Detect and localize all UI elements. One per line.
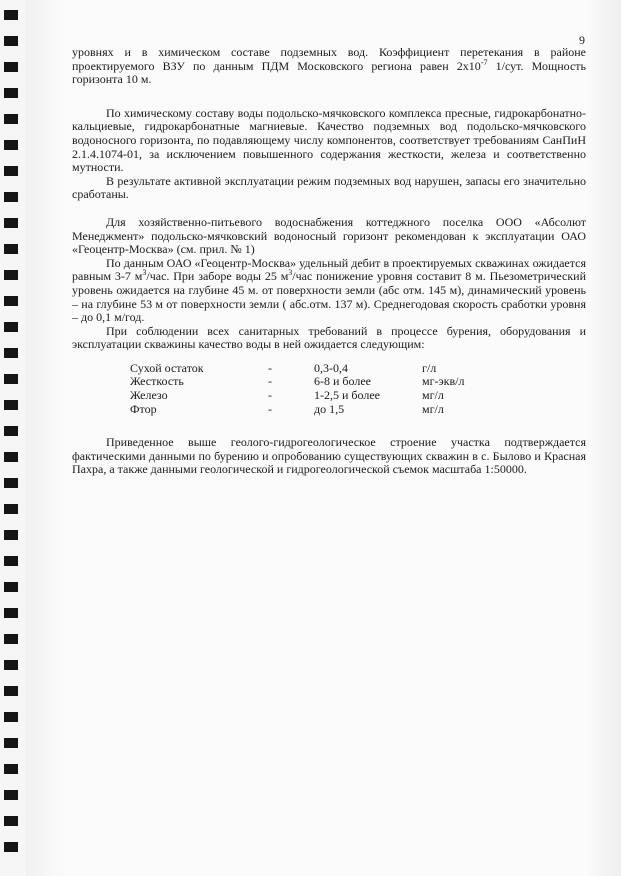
table-row	[130, 389, 522, 403]
param-value: 0,3-0,4	[314, 360, 348, 375]
table-row	[130, 375, 522, 389]
param-unit: мг/л	[422, 401, 444, 416]
binding-hole	[4, 660, 18, 670]
paragraph-exploitation: В результате активной эксплуатации режим подземных вод нарушен, запасы его значительно сработаны.	[72, 173, 586, 202]
binding-hole	[4, 62, 18, 72]
param-value: 1-2,5 и более	[314, 388, 381, 403]
param-unit: г/л	[422, 360, 437, 375]
binding-spine	[0, 0, 26, 876]
superscript: 3	[288, 268, 293, 278]
paragraph-chemistry: По химическому составу воды подольско-мячковского комплекса пресные, гидрокарбонатно-кальциевые, гидрокарбонатные магниевые. Качество подземных вод подольско-мячковского водоносного горизонта, по подавляющему числу компонентов, соответствует требованиям СанПиН 2.1.4.1074-01, за исключением повышенного содержания жесткости, железа и соответственно мутности.	[72, 105, 586, 175]
binding-hole	[4, 114, 18, 124]
binding-hole	[4, 88, 18, 98]
binding-hole	[4, 36, 18, 46]
page-number: 9	[579, 33, 585, 47]
binding-hole	[4, 296, 18, 306]
param-dash: -	[268, 374, 272, 389]
document-body	[72, 46, 586, 477]
param-value: 6-8 и более	[314, 374, 372, 389]
binding-hole	[4, 816, 18, 826]
paragraph-quality-intro: При соблюдении всех санитарных требований в процессе бурения, оборудования и эксплуатации скважины качество воды в ней ожидается следующим:	[72, 323, 586, 352]
param-unit: мг-экв/л	[422, 374, 465, 389]
param-value: до 1,5	[314, 401, 345, 416]
binding-hole	[4, 504, 18, 514]
binding-hole	[4, 452, 18, 462]
binding-hole	[4, 530, 18, 540]
binding-hole	[4, 374, 18, 384]
binding-hole	[4, 556, 18, 566]
binding-hole	[4, 842, 18, 852]
param-dash: -	[268, 401, 272, 416]
paragraph-conclusion: Приведенное выше геолого-гидрогеологическое строение участка подтверждается фактическими данными по бурению и опробованию существующих скважин в с. Былово и Красная Пахра, а также данными геологической и гидрогеологической съемок масштаба 1:50000.	[72, 435, 586, 477]
paragraph-text: уровнях и в химическом составе подземных вод. Коэффициент перетекания в районе проектируемого ВЗУ по данным ПДМ Московского региона равен 2х10	[72, 45, 586, 73]
binding-hole	[4, 738, 18, 748]
binding-hole	[4, 790, 18, 800]
binding-hole	[4, 218, 18, 228]
binding-hole	[4, 400, 18, 410]
binding-hole	[4, 686, 18, 696]
paragraph-intro	[72, 46, 586, 87]
binding-hole	[4, 322, 18, 332]
binding-hole	[4, 582, 18, 592]
superscript: 3	[142, 268, 147, 278]
binding-hole	[4, 426, 18, 436]
binding-hole	[4, 764, 18, 774]
param-unit: мг/л	[422, 388, 444, 403]
param-name: Железо	[130, 388, 168, 403]
table-row	[130, 403, 522, 417]
binding-hole	[4, 244, 18, 254]
param-name: Фтор	[130, 401, 157, 416]
paragraph-text: По данным ОАО «Геоцентр-Москва» удельный дебит в проектируемых скважинах ожидается равным 3-7 м	[72, 255, 586, 284]
paragraph-water-supply: Для хозяйственно-питьевого водоснабжения коттеджного поселка ООО «Абсолют Менеджмент» подольско-мячковский водоносный горизонт рекомендован к эксплуатации ОАО «Геоцентр-Москва» (см. прил. № 1)	[72, 214, 586, 257]
binding-hole	[4, 140, 18, 150]
binding-hole	[4, 348, 18, 358]
binding-hole	[4, 166, 18, 176]
paragraph-text: 1/сут. Мощность горизонта 10 м.	[72, 58, 586, 87]
binding-hole	[4, 192, 18, 202]
binding-hole	[4, 634, 18, 644]
binding-hole	[4, 608, 18, 618]
binding-hole	[4, 10, 18, 20]
param-dash: -	[268, 360, 272, 375]
binding-hole	[4, 712, 18, 722]
paragraph-text: /час понижение уровня составит 8 м. Пьезометрический уровень ожидается на глубине 45 м. от поверхности земли (абс отм. 145 м), динамический уровень – на глубине 53 м от поверхности земли ( абс.отм. 137 м). Среднегодовая скорость сработки уровня – до 0,1 м/год.	[72, 269, 587, 325]
table-row	[130, 362, 522, 376]
water-quality-table	[130, 362, 522, 416]
param-name: Сухой остаток	[130, 360, 204, 375]
param-dash: -	[268, 388, 272, 403]
binding-hole	[4, 270, 18, 280]
paragraph-text: /час. При заборе воды 25 м	[146, 269, 289, 284]
binding-hole	[4, 478, 18, 488]
superscript: -7	[480, 57, 488, 67]
paragraph-debit	[72, 257, 586, 325]
param-name: Жесткость	[130, 374, 184, 389]
